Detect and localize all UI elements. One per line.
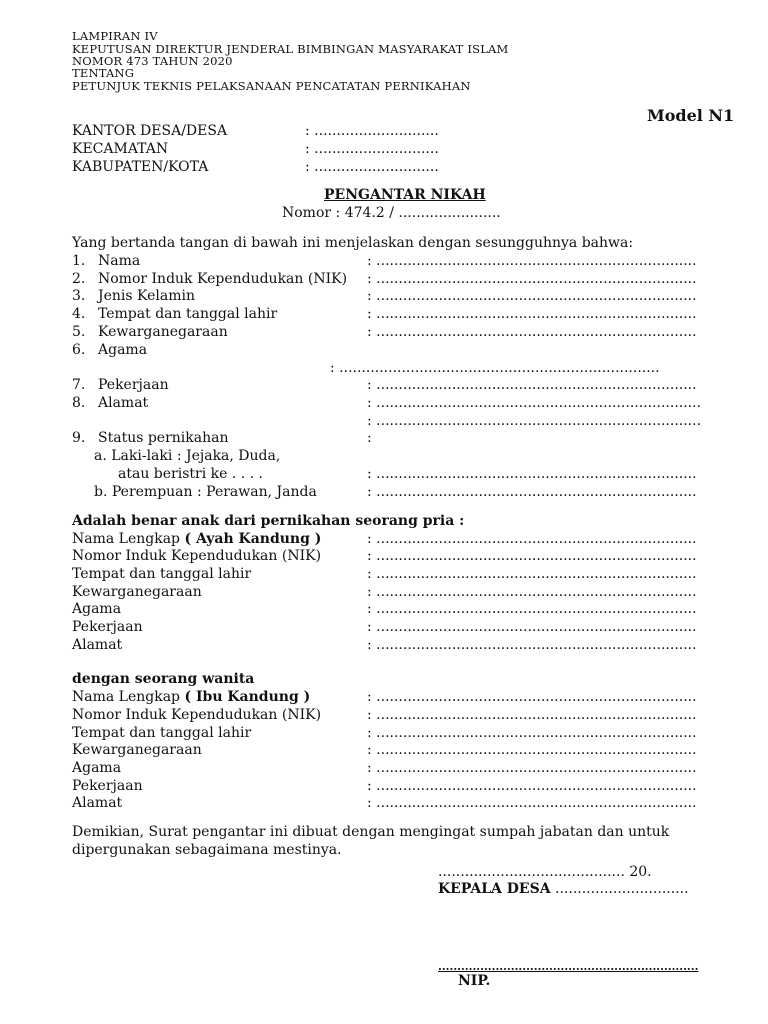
father-field-label: Nomor Induk Kependudukan (NIK) — [72, 548, 322, 564]
document-title: PENGANTAR NIKAH — [324, 187, 486, 203]
field-dots: : ........................................................................ — [367, 548, 697, 564]
document-number: Nomor : 474.2 / ....................... — [282, 205, 501, 221]
signature-date-line: .......................................... 20. — [438, 864, 652, 880]
field-dots: : ........................................................................ — [367, 637, 697, 653]
father-name-prefix: Nama Lengkap — [72, 531, 185, 547]
mother-field-label: Tempat dan tanggal lahir — [72, 725, 252, 741]
agama-dots: : ........................................................................ — [330, 360, 660, 376]
field-dots: : ........................................................................ — [367, 760, 697, 776]
item-num: 8. — [72, 395, 86, 411]
item-dots: : ........................................................................ — [367, 484, 697, 500]
header-line-1: LAMPIRAN IV — [72, 29, 158, 43]
office-value-3: : ............................ — [305, 159, 439, 175]
closing-line-2: dipergunakan sebagaimana mestinya. — [72, 842, 342, 858]
item-num: 1. — [72, 253, 86, 269]
item-num: 4. — [72, 306, 86, 322]
item-dots: : ........................................................................ — [367, 324, 697, 340]
header-line-5: PETUNJUK TEKNIS PELAKSANAAN PENCATATAN PERNIKAHAN — [72, 79, 471, 93]
field-dots: : ........................................................................ — [367, 601, 697, 617]
field-dots: : ........................................................................ — [367, 566, 697, 582]
model-label: Model N1 — [647, 106, 735, 125]
item-dots: : ......................................................................... — [367, 395, 702, 411]
item-label-nik: Nomor Induk Kependudukan (NIK) — [98, 271, 348, 287]
item-dots: : ........................................................................ — [367, 253, 697, 269]
item-label-jenis-kelamin: Jenis Kelamin — [98, 288, 195, 304]
signature-nip: NIP. — [458, 973, 491, 989]
signature-name-line: .................................................................... — [438, 960, 699, 973]
signature-title-dots: .............................. — [550, 881, 689, 897]
mother-name-bold: ( Ibu Kandung ) — [184, 689, 311, 705]
field-dots: : ........................................................................ — [367, 795, 697, 811]
mother-field-label: Agama — [72, 760, 122, 776]
item-num: 3. — [72, 288, 86, 304]
father-heading: Adalah benar anak dari pernikahan seorang pria : — [72, 513, 465, 529]
field-dots: : ........................................................................ — [367, 619, 697, 635]
field-dots: : ........................................................................ — [367, 725, 697, 741]
father-field-label: Alamat — [72, 637, 123, 653]
item-label-pekerjaan: Pekerjaan — [98, 377, 169, 393]
header-line-4: TENTANG — [72, 66, 135, 80]
mother-field-label: Kewarganegaraan — [72, 742, 202, 758]
office-value-1: : ............................ — [305, 123, 439, 139]
father-field-label: Pekerjaan — [72, 619, 143, 635]
signature-title-row — [438, 881, 689, 898]
item-num: 2. — [72, 271, 86, 287]
item-label-ttl: Tempat dan tanggal lahir — [98, 306, 278, 322]
office-label-1: KANTOR DESA/DESA — [72, 123, 228, 139]
closing-line-1: Demikian, Surat pengantar ini dibuat dengan mengingat sumpah jabatan dan untuk — [72, 824, 670, 840]
father-field-label: Agama — [72, 601, 122, 617]
office-label-2: KECAMATAN — [72, 141, 169, 157]
office-value-2: : ............................ — [305, 141, 439, 157]
item-dots: : ........................................................................ — [367, 288, 697, 304]
item-dots: : ........................................................................ — [367, 271, 697, 287]
status-option-a-cont: atau beristri ke . . . . — [118, 466, 264, 482]
header-line-3: NOMOR 473 TAHUN 2020 — [72, 54, 233, 68]
header-line-2: KEPUTUSAN DIREKTUR JENDERAL BIMBINGAN MASYARAKAT ISLAM — [72, 42, 509, 56]
mother-name-label — [72, 689, 310, 706]
item-num: 7. — [72, 377, 86, 393]
father-field-label: Kewarganegaraan — [72, 584, 202, 600]
item-num: 6. — [72, 342, 86, 358]
mother-heading: dengan seorang wanita — [72, 671, 255, 687]
office-label-3: KABUPATEN/KOTA — [72, 159, 209, 175]
field-dots: : ........................................................................ — [367, 707, 697, 723]
field-dots: : ........................................................................ — [367, 689, 697, 705]
item-label-nama: Nama — [98, 253, 141, 269]
signature-title: KEPALA DESA — [438, 881, 551, 897]
father-name-label — [72, 531, 321, 548]
intro-text: Yang bertanda tangan di bawah ini menjelaskan dengan sesungguhnya bahwa: — [72, 235, 634, 251]
status-option-b: b. Perempuan : Perawan, Janda — [94, 484, 317, 500]
father-field-label: Tempat dan tanggal lahir — [72, 566, 252, 582]
status-colon: : — [367, 430, 372, 446]
item-dots: : ........................................................................ — [367, 377, 697, 393]
item-label-kewarganegaraan: Kewarganegaraan — [98, 324, 228, 340]
field-dots: : ........................................................................ — [367, 531, 697, 547]
alamat-continuation-dots: : ......................................................................... — [367, 413, 702, 429]
item-num: 9. — [72, 430, 86, 446]
item-dots: : ........................................................................ — [367, 306, 697, 322]
mother-field-label: Pekerjaan — [72, 778, 143, 794]
mother-field-label: Alamat — [72, 795, 123, 811]
mother-name-prefix: Nama Lengkap — [72, 689, 185, 705]
item-label-agama: Agama — [98, 342, 148, 358]
field-dots: : ........................................................................ — [367, 742, 697, 758]
item-label-alamat: Alamat — [98, 395, 149, 411]
father-name-bold: ( Ayah Kandung ) — [184, 531, 322, 547]
status-option-a: a. Laki-laki : Jejaka, Duda, — [94, 448, 281, 464]
field-dots: : ........................................................................ — [367, 584, 697, 600]
item-num: 5. — [72, 324, 86, 340]
item-label-status: Status pernikahan — [98, 430, 229, 446]
item-dots: : ........................................................................ — [367, 466, 697, 482]
mother-field-label: Nomor Induk Kependudukan (NIK) — [72, 707, 322, 723]
field-dots: : ........................................................................ — [367, 778, 697, 794]
